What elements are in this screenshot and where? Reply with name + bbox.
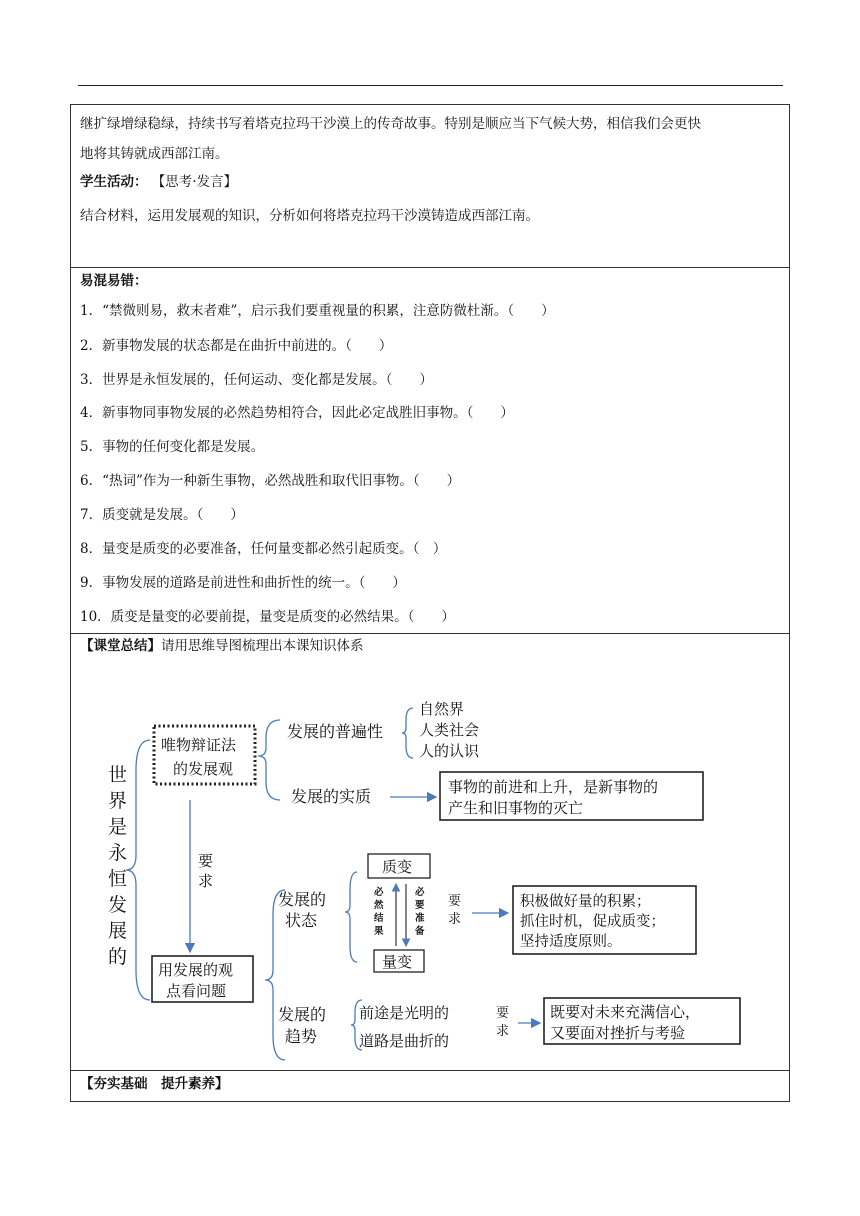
- summary-title-rest: 请用思维导图梳理出本课知识体系: [161, 638, 364, 654]
- list-item: 4．新事物同事物发展的必然趋势相符合，因此必定战胜旧事物。（ ）: [80, 405, 514, 421]
- universality-item: 人的认识: [419, 742, 480, 760]
- material-paragraph-line-1: 继扩绿增绿稳绿，持续书写着塔克拉玛干沙漠上的传奇故事。特别是顺应当下气候大势，相信我们会更快: [80, 116, 701, 132]
- trend-line-1: 发展的: [278, 1005, 327, 1024]
- dialectics-brace: [258, 720, 280, 800]
- header-rule: [78, 85, 783, 86]
- activity-task: 结合材料，运用发展观的知识，分析如何将塔克拉玛干沙漠铸造成西部江南。: [80, 208, 539, 224]
- material-paragraph-line-2: 地将其铸就成西部江南。: [80, 146, 229, 162]
- essence-label: 发展的实质: [291, 787, 372, 806]
- method-brace: [265, 890, 285, 1060]
- quantitative-label: 量变: [382, 953, 413, 971]
- essence-line-1: 事物的前进和上升，是新事物的: [448, 778, 659, 796]
- root-char: 永: [108, 842, 128, 864]
- root-char: 发: [108, 894, 128, 916]
- state-text-line: 积极做好量的积累；: [520, 894, 651, 910]
- divider-3: [70, 1070, 790, 1071]
- root-brace: [126, 740, 150, 1000]
- vertical-char: 准: [415, 913, 425, 924]
- vertical-char: 要: [415, 900, 425, 911]
- list-item: 6．“热词”作为一种新生事物，必然战胜和取代旧事物。（ ）: [80, 473, 461, 489]
- state-text-line: 抓住时机，促成质变；: [520, 914, 665, 930]
- student-activity: [80, 172, 237, 192]
- activity-label: 学生活动：: [80, 174, 148, 190]
- universality-label: 发展的普遍性: [287, 722, 384, 741]
- foundation-title: 【夯实基础 提升素养】: [80, 1076, 229, 1092]
- divider-1: [70, 267, 790, 268]
- list-item: 7．质变就是发展。（ ）: [80, 507, 244, 523]
- root-title: [108, 764, 127, 968]
- activity-tag: 【思考·发言】: [151, 174, 238, 190]
- list-item: 2．新事物发展的状态都是在曲折中前进的。（ ）: [80, 338, 393, 354]
- require-char: 求: [198, 872, 214, 890]
- vertical-char: 果: [374, 926, 384, 937]
- universality-item: 自然界: [419, 700, 465, 718]
- list-item: 3．世界是永恒发展的，任何运动、变化都是发展。（ ）: [80, 372, 433, 388]
- universality-brace: [402, 708, 413, 758]
- universality-item: 人类社会: [419, 721, 480, 739]
- state-line-2: 状态: [285, 911, 318, 930]
- list-item: 10．质变是量变的必要前提，量变是质变的必然结果。（ ）: [80, 609, 455, 625]
- method-line-2: 点看问题: [166, 982, 227, 1000]
- list-item: 5．事物的任何变化都是发展。: [80, 439, 265, 455]
- vertical-char: 结: [374, 913, 384, 924]
- vertical-char: 必: [415, 887, 425, 898]
- state-line-1: 发展的: [278, 890, 327, 909]
- vertical-char: 备: [415, 926, 425, 937]
- vertical-char: 然: [374, 900, 384, 911]
- require-char: 要: [198, 852, 214, 870]
- list-item: 8．量变是质变的必要准备，任何量变都必然引起质变。（ ）: [80, 541, 447, 557]
- qualitative-label: 质变: [382, 858, 413, 876]
- state-require-char: 求: [448, 912, 462, 927]
- trend-item: 道路是曲折的: [359, 1032, 450, 1050]
- state-brace: [345, 872, 357, 962]
- method-line-1: 用发展的观: [158, 961, 234, 979]
- trend-require-char: 求: [496, 1024, 510, 1039]
- list-item: 1．“禁微则易，救末者难”，启示我们要重视量的积累，注意防微杜渐。（ ）: [80, 303, 555, 319]
- list-item: 9．事物发展的道路是前进性和曲折性的统一。（ ）: [80, 575, 406, 591]
- root-char: 是: [108, 816, 128, 838]
- mind-map: [70, 690, 790, 1070]
- dialectics-line-2: 的发展观: [173, 760, 234, 778]
- mistakes-title: 易混易错：: [80, 273, 148, 289]
- trend-text-line: 又要面对挫折与考验: [550, 1024, 686, 1042]
- trend-require-char: 要: [496, 1006, 510, 1021]
- root-char: 展: [108, 920, 128, 942]
- state-require-char: 要: [448, 894, 462, 909]
- vertical-char: 必: [374, 887, 384, 898]
- trend-text-line: 既要对未来充满信心，: [550, 1003, 701, 1021]
- summary-title-bracket: 【课堂总结】: [80, 638, 161, 654]
- root-char: 世: [108, 764, 128, 786]
- root-char: 的: [108, 946, 128, 968]
- state-text-line: 坚持适度原则。: [520, 934, 622, 950]
- root-char: 恒: [108, 868, 128, 890]
- divider-2: [70, 633, 790, 634]
- root-char: 界: [108, 790, 128, 812]
- dialectics-line-1: 唯物辩证法: [161, 736, 237, 754]
- trend-line-2: 趋势: [285, 1027, 318, 1046]
- summary-title: [80, 636, 364, 656]
- trend-item: 前途是光明的: [359, 1004, 450, 1022]
- essence-line-2: 产生和旧事物的灭亡: [448, 799, 584, 817]
